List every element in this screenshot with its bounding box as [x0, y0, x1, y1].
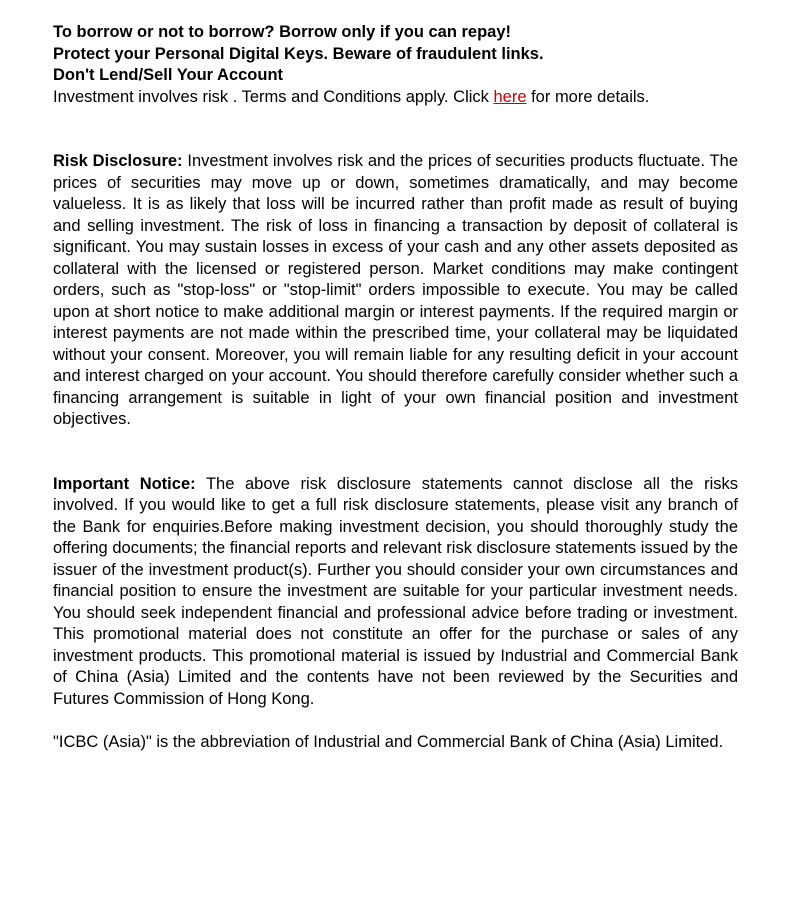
terms-text-before: Investment involves risk . Terms and Conditions apply. Click: [53, 87, 494, 106]
spacer: [53, 431, 738, 474]
spacer: [53, 108, 738, 151]
details-link[interactable]: here: [493, 87, 527, 106]
warning-account: Don't Lend/Sell Your Account: [53, 66, 284, 84]
risk-disclosure-body: Investment involves risk and the prices of securities products fluctuate. The prices of securities may move up or down, sometimes dramatically, and may become valueless. It is as likely that loss will be incurred rather than profit made as result of buying and selling investment. The risk of loss in financing a transaction by deposit of collateral is significant. You may sustain losses in excess of your cash and any other assets deposited as collateral with the licensed or registered person. Market conditions may make contingent orders, such as "stop-loss" or "stop-limit" orders impossible to execute. You may be called upon at short notice to make additional margin or interest payments. If the required margin or interest payments are not made within the prescribed time, your collateral may be liquidated without your consent. Moreover, you will remain liable for any resulting deficit in your account and interest charged on your account. You should therefore carefully consider whether such a financing arrangement is suitable in light of your own financial position and investment objectives.: [53, 152, 738, 428]
risk-disclosure-paragraph: [53, 151, 738, 431]
warning-borrow: To borrow or not to borrow? Borrow only if you can repay!: [53, 23, 512, 41]
risk-disclosure-heading: Risk Disclosure:: [53, 152, 183, 170]
terms-line: [53, 87, 738, 109]
warning-digital-keys: Protect your Personal Digital Keys. Beware of fraudulent links.: [53, 44, 544, 63]
spacer: [53, 710, 738, 732]
abbreviation-paragraph: "ICBC (Asia)" is the abbreviation of Industrial and Commercial Bank of China (Asia) Limited.: [53, 732, 724, 751]
important-notice-paragraph: [53, 474, 738, 711]
important-notice-heading: Important Notice:: [53, 474, 196, 493]
terms-text-after: for more details.: [526, 87, 650, 106]
important-notice-body: The above risk disclosure statements cannot disclose all the risks involved. If you would like to get a full risk disclosure statements, please visit any branch of the Bank for enquiries.Before making investment decision, you should thoroughly study the offering documents; the financial reports and relevant risk disclosure statements issued by the issuer of the investment product(s). Further you should consider your own circumstances and financial position to ensure the investment are suitable for your particular investment needs. You should seek independent financial and professional advice before trading or investment. This promotional material does not constitute an offer for the purchase or sales of any investment products. This promotional material is issued by Industrial and Commercial Bank of China (Asia) Limited and the contents have not been reviewed by the Securities and Futures Commission of Hong Kong.: [53, 474, 738, 708]
